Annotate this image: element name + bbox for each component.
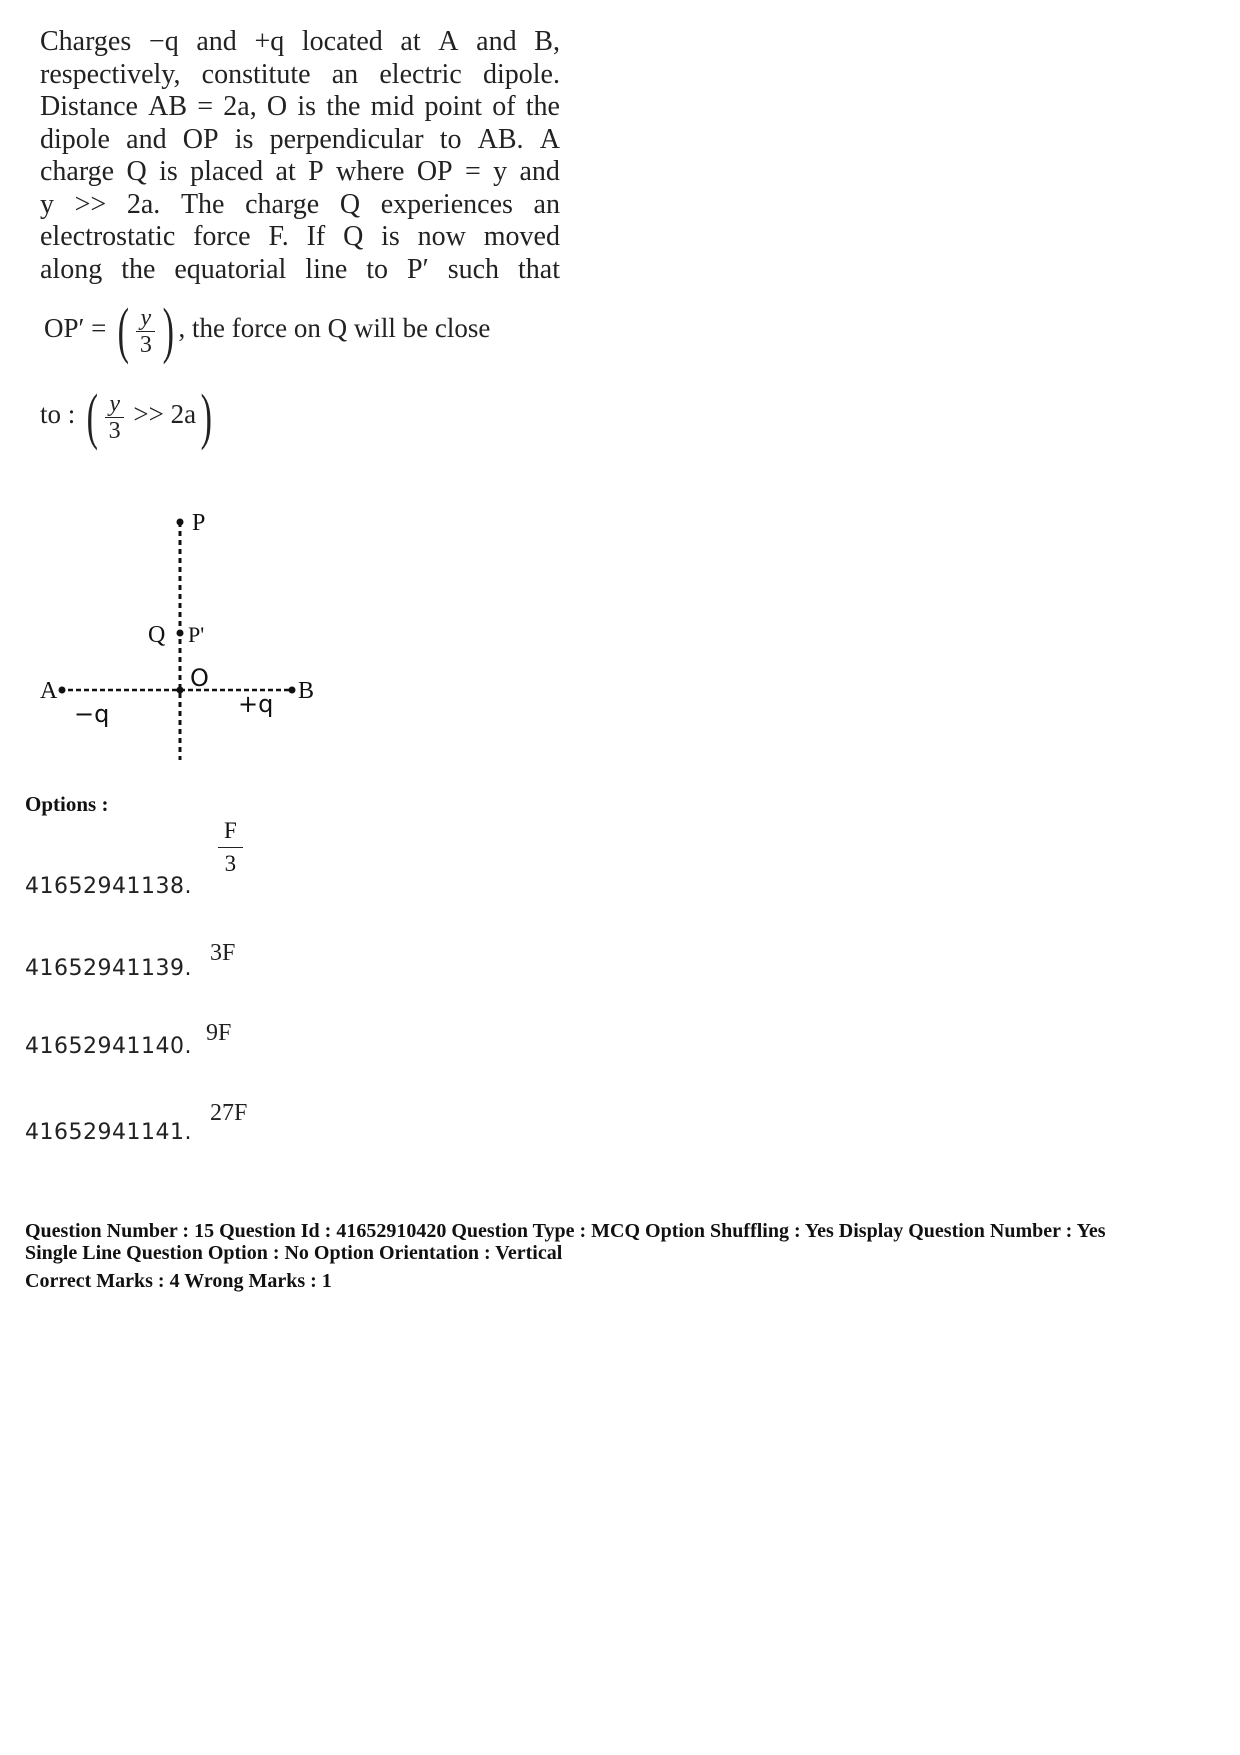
option-4-value: 27F <box>210 1100 248 1126</box>
charge-a-label: −q <box>74 700 110 728</box>
option-3-value: 9F <box>206 1020 232 1046</box>
option-1-value <box>218 818 243 877</box>
option-2-value: 3F <box>210 940 236 966</box>
question-text <box>40 26 560 286</box>
eq2-prefix: to : <box>40 399 76 430</box>
right-paren: ) <box>200 383 213 451</box>
eq1-denominator: 3 <box>139 331 152 358</box>
label-o: O <box>190 664 209 692</box>
option-1-denominator: 3 <box>224 851 237 876</box>
question-line: charge Q is placed at P where OP = y and <box>40 156 560 187</box>
equation-op-prime <box>44 297 491 365</box>
question-line: along the equatorial line to P′ such that <box>40 253 560 285</box>
equation-condition <box>40 383 217 451</box>
eq1-suffix: , the force on Q will be close <box>178 313 491 344</box>
question-meta-line-2: Single Line Question Option : No Option Orientation : Vertical <box>25 1242 563 1264</box>
eq2-fraction <box>105 391 125 444</box>
point-p <box>177 519 184 526</box>
label-p: P <box>192 510 206 536</box>
option-4-id[interactable]: 41652941141. <box>25 1120 192 1145</box>
options-heading: Options : <box>25 792 109 816</box>
label-b: B <box>298 678 315 704</box>
right-paren: ) <box>162 297 174 365</box>
label-a: A <box>40 678 58 704</box>
question-line: Distance AB = 2a, O is the mid point of the <box>40 91 560 122</box>
question-line: Charges −q and +q located at A and B, <box>40 26 560 57</box>
eq2-numerator: y <box>105 391 124 418</box>
point-o <box>177 687 184 694</box>
eq2-denominator: 3 <box>108 417 121 444</box>
option-3-id[interactable]: 41652941140. <box>25 1034 192 1059</box>
eq1-fraction <box>136 305 156 358</box>
option-2-id[interactable]: 41652941139. <box>25 956 192 981</box>
question-line: dipole and OP is perpendicular to AB. A <box>40 123 560 155</box>
question-line: y >> 2a. The charge Q experiences an <box>40 188 560 220</box>
charge-b-label: +q <box>238 690 274 718</box>
dipole-diagram <box>40 500 340 770</box>
question-meta-line-3: Correct Marks : 4 Wrong Marks : 1 <box>25 1270 332 1292</box>
option-1-id[interactable]: 41652941138. <box>25 874 192 899</box>
question-meta-line-1: Question Number : 15 Question Id : 41652910420 Question Type : MCQ Option Shuffling : Yes Display Question Number : Yes <box>25 1220 1106 1242</box>
left-paren: ( <box>117 297 130 365</box>
label-q: Q <box>148 622 166 648</box>
left-paren: ( <box>86 383 99 451</box>
label-p-prime: P' <box>188 622 205 647</box>
eq2-suffix: >> 2a <box>133 399 197 430</box>
point-q <box>177 630 184 637</box>
point-b <box>289 687 296 694</box>
eq1-prefix: OP′ = <box>44 313 107 344</box>
question-line: respectively, constitute an electric dipole. <box>40 58 560 90</box>
question-line: electrostatic force F. If Q is now moved <box>40 221 560 252</box>
option-1-numerator: F <box>218 818 243 848</box>
point-a <box>59 687 66 694</box>
eq1-numerator: y <box>136 305 155 332</box>
